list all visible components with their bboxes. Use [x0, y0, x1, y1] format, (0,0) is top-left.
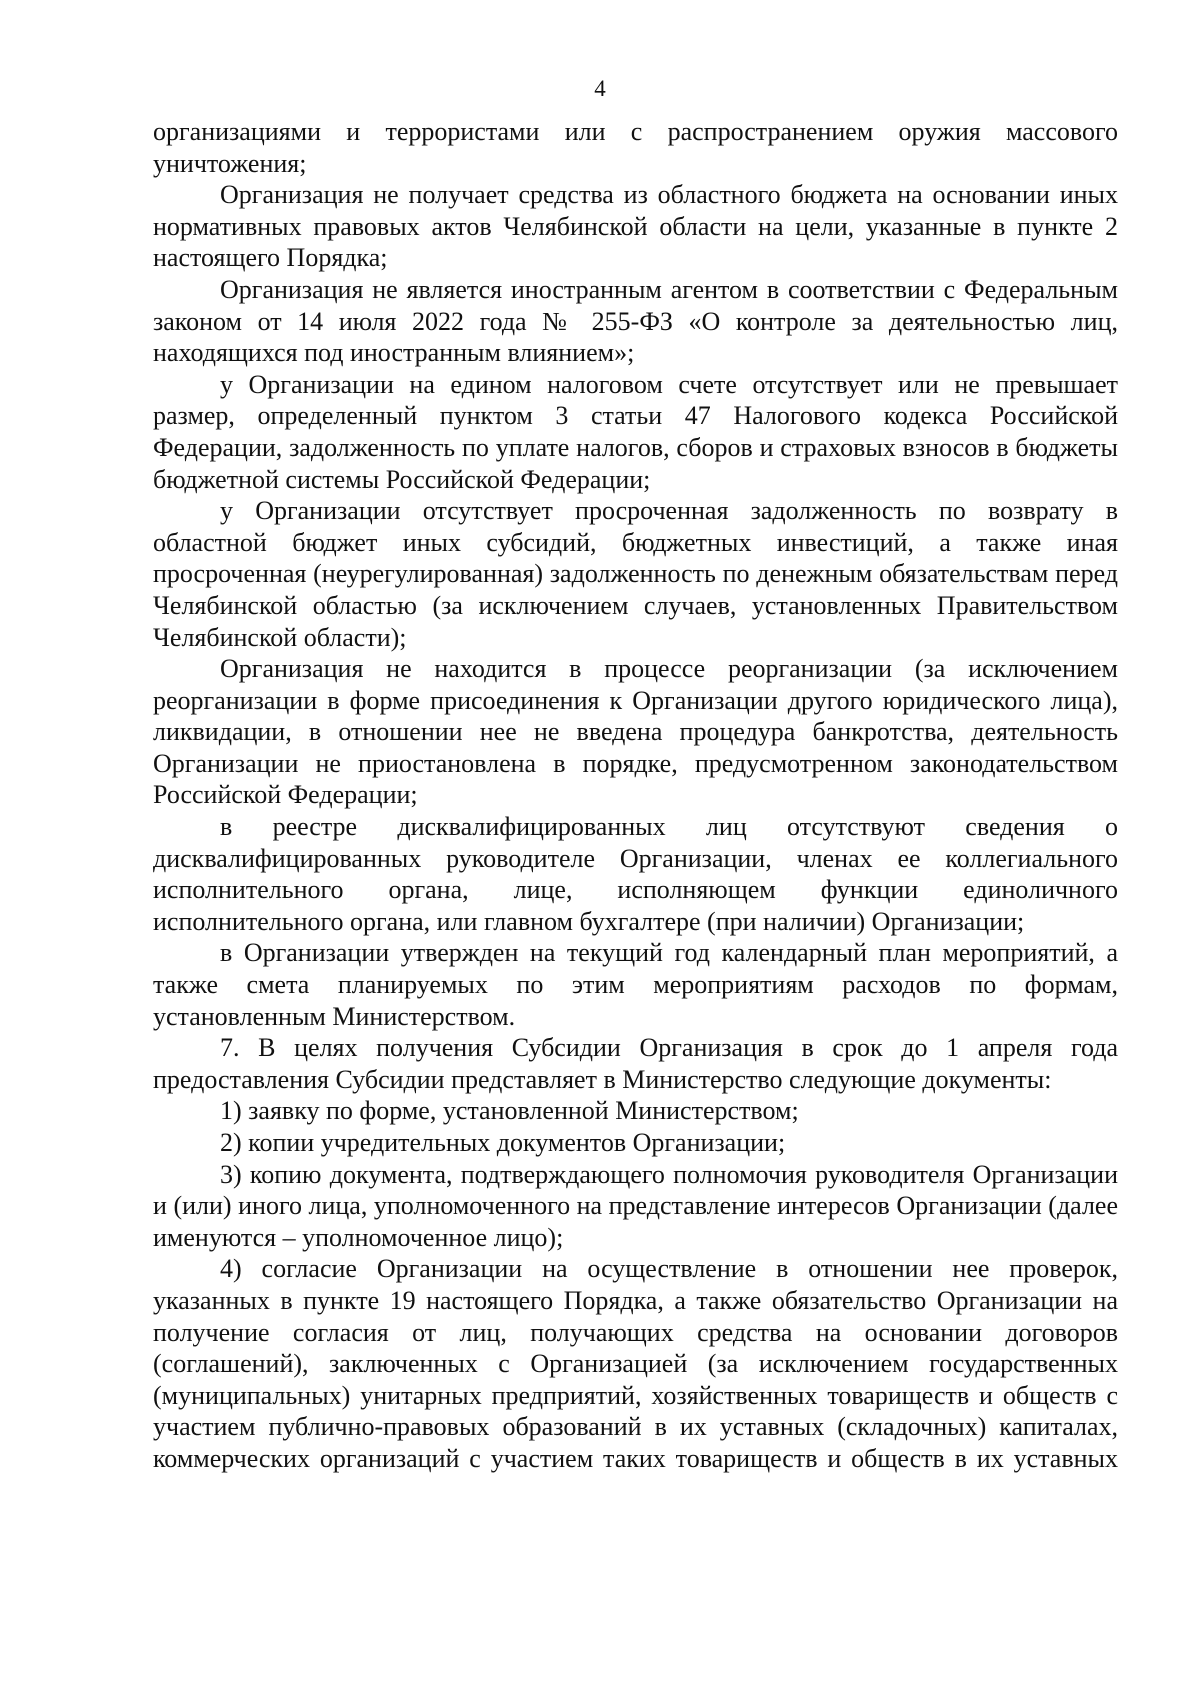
list-item-founding-documents: 2) копии учредительных документов Организации;	[220, 1128, 786, 1157]
paragraph-tax-debt: у Организации на едином налоговом счете отсутствует или не превышает размер, определенный пунктом 3 статьи 47 Налогового кодекса Российской Федерации, задолженность по уплате налогов, сборов и страховых взносов в бюджеты бюджетной системы Российской Федерации;	[153, 369, 1118, 494]
list-item-authority-document: 3) копию документа, подтверждающего полномочия руководителя Организации и (или) иного лица, уполномоченного на представление интересов Организации (далее именуются – уполномоченное лицо);	[153, 1159, 1118, 1252]
paragraph-continuation: организациями и террористами или с распространением оружия массового уничтожения;	[153, 117, 1118, 178]
paragraph-reorganization: Организация не находится в процессе реорганизации (за исключением реорганизации в форме присоединения к Организации другого юридического лица), ликвидации, в отношении нее не введена процедура банкротства, деятельность Организации не приостановлена в порядке, предусмотренном законодательством Российской Федерации;	[153, 654, 1118, 810]
paragraph-disqualified-persons: в реестре дисквалифицированных лиц отсутствуют сведения о дисквалифицированных руководителе Организации, членах ее коллегиального исполнительного органа, лице, исполняющем функции единоличного исполнительного органа, или главном бухгалтере (при наличии) Организации;	[153, 812, 1118, 936]
document-body	[153, 116, 1118, 1475]
paragraph-item-7: 7. В целях получения Субсидии Организация в срок до 1 апреля года предоставления Субсидии представляет в Министерство следующие документы:	[153, 1033, 1118, 1094]
paragraph-no-other-budget-funds: Организация не получает средства из областного бюджета на основании иных нормативных правовых актов Челябинской области на цели, указанные в пункте 2 настоящего Порядка;	[153, 180, 1118, 273]
paragraph-event-plan: в Организации утвержден на текущий год календарный план мероприятий, а также смета планируемых по этим мероприятиям расходов по формам, установленным Министерством.	[153, 938, 1118, 1031]
page-number: 4	[594, 76, 606, 101]
paragraph-overdue-debt: у Организации отсутствует просроченная задолженность по возврату в областной бюджет иных субсидий, бюджетных инвестиций, а также иная просроченная (неурегулированная) задолженность по денежным обязательствам перед Челябинской областью (за исключением случаев, установленных Правительством Челябинской области);	[153, 496, 1118, 652]
paragraph-not-foreign-agent: Организация не является иностранным агентом в соответствии с Федеральным законом от 14 июля 2022 года № 255-ФЗ «О контроле за деятельностью лиц, находящихся под иностранным влиянием»;	[153, 274, 1118, 368]
list-item-inspection-consent: 4) согласие Организации на осуществление в отношении нее проверок, указанных в пункте 19 настоящего Порядка, а также обязательство Организации на получение согласия от лиц, получающих средства на основании договоров (соглашений), заключенных с Организацией (за исключением государственных (муниципальных) унитарных предприятий, хозяйственных товариществ и обществ с участием публично-правовых образований в их уставных (складочных) капиталах, коммерческих организаций с участием таких товариществ и обществ в их уставных	[153, 1254, 1118, 1473]
list-item-application: 1) заявку по форме, установленной Министерством;	[220, 1096, 799, 1126]
